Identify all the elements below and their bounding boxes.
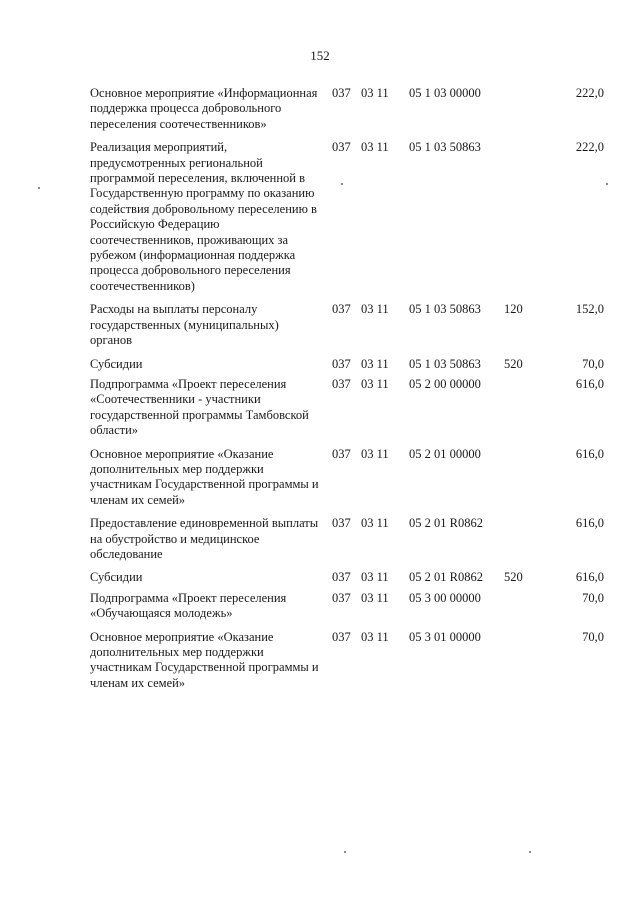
- row-section-code: 03 11: [361, 86, 389, 100]
- row-amount: 616,0: [575, 376, 604, 391]
- row-expense-type: 520: [504, 570, 523, 585]
- row-target-code: 05 3 00 00000: [409, 590, 481, 605]
- row-name: Субсидии: [90, 570, 143, 585]
- table-row: [0, 591, 640, 622]
- row-section-code: 03 11: [361, 629, 389, 644]
- table-row: [0, 302, 640, 348]
- row-admin-code: 037: [332, 446, 351, 461]
- row-amount: 222,0: [575, 140, 604, 155]
- row-section-code: 03 11: [361, 356, 389, 371]
- scan-speck: [344, 851, 346, 853]
- table-row: [0, 516, 640, 562]
- row-admin-code: 037: [332, 86, 351, 100]
- row-admin-code: 037: [332, 302, 351, 317]
- row-amount: 616,0: [575, 446, 604, 461]
- scan-speck: [341, 183, 343, 185]
- row-target-code: 05 1 03 50863: [409, 356, 481, 371]
- row-name: Подпрограмма «Проект переселения «Обучающаяся молодежь»: [90, 590, 287, 621]
- row-name: Подпрограмма «Проект переселения «Соотечественники - участники государственной программы Тамбовской области»: [90, 376, 309, 438]
- row-expense-type: 120: [504, 302, 523, 317]
- row-admin-code: 037: [332, 356, 351, 371]
- row-section-code: 03 11: [361, 516, 389, 531]
- row-name: Предоставление единовременной выплаты на обустройство и медицинское обследование: [90, 516, 319, 561]
- row-name: Расходы на выплаты персоналу государственных (муниципальных) органов: [90, 302, 279, 348]
- table-row: [0, 447, 640, 509]
- table-row: [0, 377, 640, 439]
- row-section-code: 03 11: [361, 570, 389, 585]
- table-row: [0, 140, 640, 294]
- row-name: Основное мероприятие «Информационная поддержка процесса добровольного переселения соотечественников»: [90, 86, 318, 131]
- row-target-code: 05 2 01 R0862: [409, 570, 483, 585]
- row-admin-code: 037: [332, 140, 351, 155]
- row-amount: 222,0: [575, 86, 604, 100]
- row-admin-code: 037: [332, 590, 351, 605]
- budget-table: [0, 86, 640, 699]
- scan-speck: [529, 851, 531, 853]
- row-target-code: 05 1 03 50863: [409, 140, 481, 155]
- row-name: Субсидии: [90, 356, 143, 371]
- row-admin-code: 037: [332, 376, 351, 391]
- row-name: Реализация мероприятий, предусмотренных региональной программой переселения, включенной в Государственную программу по оказанию содействия добровольному переселению в Российскую Федерацию соотечественников, проживающих за рубежом (информационная поддержка процесса добровольного переселения соотечественников): [90, 140, 317, 293]
- row-admin-code: 037: [332, 629, 351, 644]
- row-amount: 70,0: [582, 356, 604, 371]
- row-target-code: 05 1 03 50863: [409, 302, 481, 317]
- table-row: [0, 570, 640, 585]
- row-section-code: 03 11: [361, 446, 389, 461]
- row-name: Основное мероприятие «Оказание дополнительных мер поддержки участникам Государственной программы и членам их семей»: [90, 446, 319, 507]
- row-section-code: 03 11: [361, 590, 389, 605]
- row-admin-code: 037: [332, 570, 351, 585]
- row-section-code: 03 11: [361, 376, 389, 391]
- row-target-code: 05 2 01 00000: [409, 446, 481, 461]
- row-expense-type: 520: [504, 356, 523, 371]
- row-target-code: 05 2 00 00000: [409, 376, 481, 391]
- row-name: Основное мероприятие «Оказание дополнительных мер поддержки участникам Государственной программы и членам их семей»: [90, 629, 319, 690]
- row-target-code: 05 2 01 R0862: [409, 516, 483, 531]
- row-amount: 152,0: [575, 302, 604, 317]
- row-amount: 616,0: [575, 516, 604, 531]
- row-section-code: 03 11: [361, 140, 389, 155]
- scan-speck: [606, 183, 608, 185]
- table-row: [0, 86, 640, 132]
- row-admin-code: 037: [332, 516, 351, 531]
- row-target-code: 05 3 01 00000: [409, 629, 481, 644]
- table-row: [0, 630, 640, 692]
- row-amount: 70,0: [582, 590, 604, 605]
- scan-speck: [38, 187, 40, 189]
- row-amount: 70,0: [582, 629, 604, 644]
- table-row: [0, 357, 640, 372]
- row-amount: 616,0: [575, 570, 604, 585]
- row-section-code: 03 11: [361, 302, 389, 317]
- page-number: 152: [310, 48, 330, 63]
- row-target-code: 05 1 03 00000: [409, 86, 481, 100]
